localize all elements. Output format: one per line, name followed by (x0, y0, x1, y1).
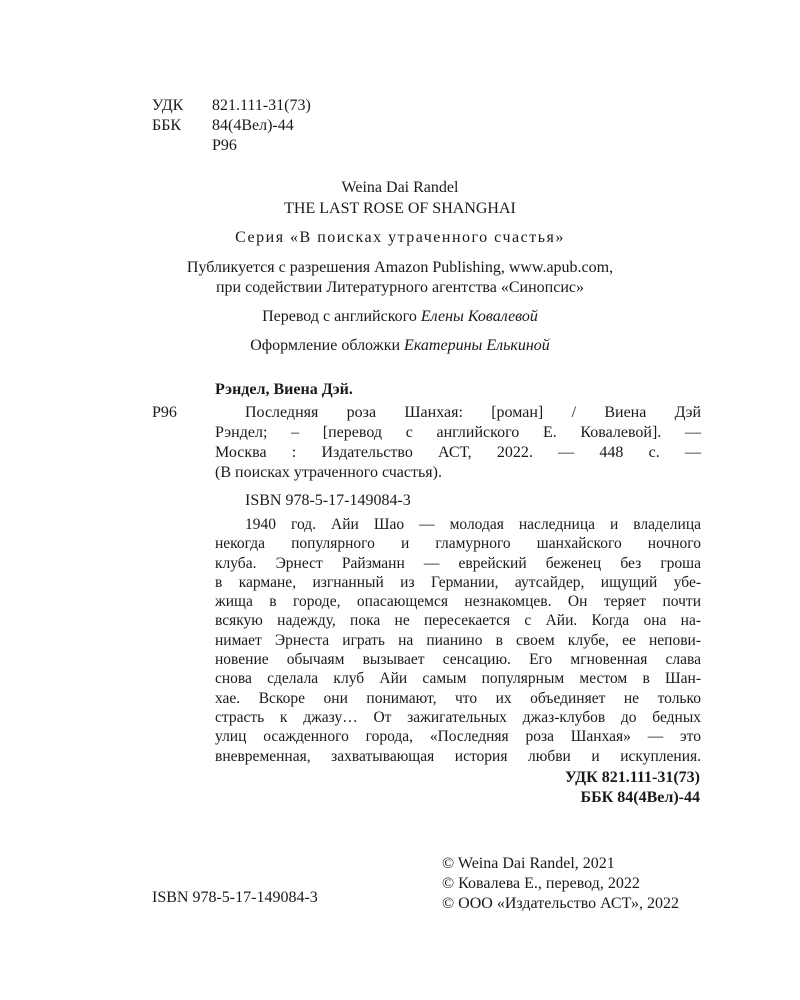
footer-isbn: ISBN 978-5-17-149084-3 (152, 889, 318, 906)
udk-value: 821.111-31(73) (212, 97, 311, 114)
cover-designer-name: Екатерины Елькиной (404, 337, 550, 354)
series-line: Серия «В поисках утраченного счастья» (235, 229, 565, 246)
annotation-line: хае. Вскоре они понимают, что их объединяет не только (215, 689, 701, 707)
translation-credit (0, 307, 800, 327)
translation-prefix: Перевод с английского (262, 308, 417, 325)
cover-prefix: Оформление обложки (250, 337, 401, 354)
annotation-line: 1940 год. Айи Шао — молодая наследница и владелица (245, 516, 701, 533)
copyright-block (442, 854, 679, 914)
codes-bottom-udk: УДК 821.111-31(73) (565, 769, 700, 786)
record-description (215, 403, 701, 483)
classification-block (152, 96, 311, 156)
author-mark: Р96 (212, 137, 237, 154)
record-mark: Р96 (152, 404, 177, 421)
codes-bottom-bbk: ББК 84(4Вел)-44 (580, 789, 700, 806)
record-line: Москва : Издательство АСТ, 2022. — 448 с. — (215, 444, 701, 461)
record-line: (В поисках утраченного счастья). (215, 464, 442, 481)
record-line: Рэндел; – [перевод с английского Е. Ковалевой]. — (215, 424, 701, 441)
annotation-line: улиц осажденного города, «Последняя роза Шанхая» — это (215, 728, 701, 746)
annotation-line: снова сделала клуб Айи самым популярным местом в Шан- (215, 670, 701, 688)
annotation-line: страсть к джазу… От зажигательных джаз-клубов до бедных (215, 708, 701, 726)
annotation (215, 515, 701, 766)
annotation-line: в кармане, изгнанный из Германии, аутсайдер, ищущий убе- (215, 573, 701, 591)
translator-name: Елены Ковалевой (420, 308, 538, 325)
copyright-line: © ООО «Издательство АСТ», 2022 (442, 895, 679, 912)
original-title: THE LAST ROSE OF SHANGHAI (284, 200, 516, 217)
annotation-line: всякую надежду, пока не пересекается с Айи. Когда она на- (215, 612, 701, 630)
udk-label: УДК (152, 97, 184, 114)
copyright-line: © Ковалева Е., перевод, 2022 (442, 875, 640, 892)
annotation-line: клуба. Эрнест Райзманн — еврейский беженец без гроша (215, 554, 701, 572)
record-heading: Рэндел, Виена Дэй. (215, 381, 353, 398)
bbk-value: 84(4Вел)-44 (212, 117, 294, 134)
annotation-line: жища в городе, опасающемся незнакомцев. Он теряет почти (215, 593, 701, 611)
permission-line-2: при содействии Литературного агентства «Синопсис» (215, 279, 584, 296)
permission-line-1: Публикуется с разрешения Amazon Publishing, www.apub.com, (186, 259, 614, 276)
annotation-line: нимает Эрнеста играть на пианино в своем клубе, ее непови- (215, 631, 701, 649)
copyright-line: © Weina Dai Randel, 2021 (442, 855, 615, 872)
annotation-line: вневременная, захватывающая история любви и искупления. (215, 747, 701, 765)
record-line: Последняя роза Шанхая: [роман] / Виена Дэй (245, 404, 701, 421)
cover-credit (0, 336, 800, 356)
original-author: Weina Dai Randel (341, 179, 459, 196)
annotation-line: некогда популярного и гламурного шанхайского ночного (215, 535, 701, 553)
record-isbn: ISBN 978-5-17-149084-3 (245, 492, 411, 509)
annotation-line: новение обычаям вызывает сенсацию. Его мгновенная слава (215, 651, 701, 669)
bbk-label: ББК (152, 117, 182, 134)
